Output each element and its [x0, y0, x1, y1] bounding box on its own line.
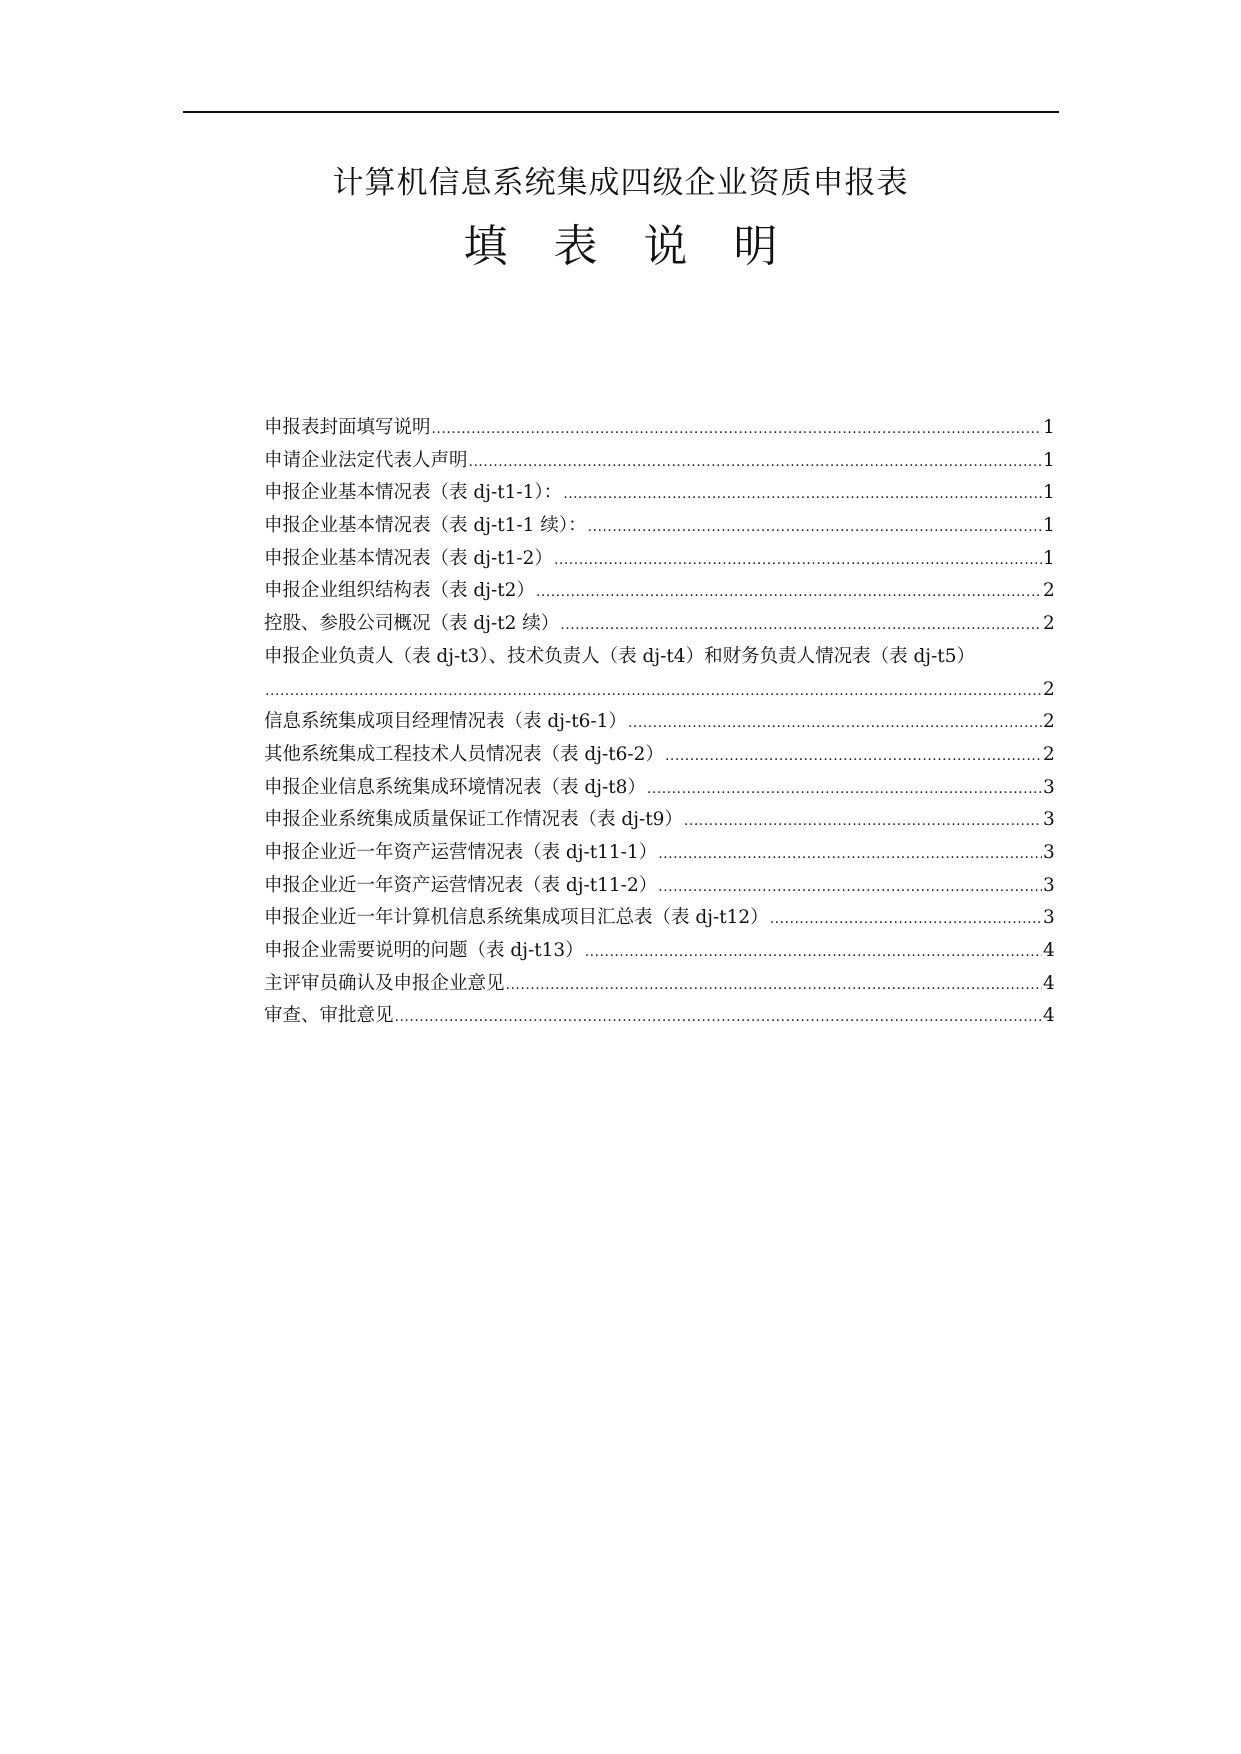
toc-entry-label: 信息系统集成项目经理情况表（表 dj-t6-1）: [264, 711, 627, 733]
toc-entry-page: 2: [1043, 580, 1055, 602]
toc-entry-page: 4: [1043, 972, 1055, 994]
toc-entry-basic-info-t1-2[interactable]: [264, 543, 1053, 576]
toc-entry-page: 1: [1043, 547, 1055, 569]
toc-entry-label: 申报企业近一年资产运营情况表（表 dj-t11-1）: [264, 841, 658, 863]
toc-entry-page: 3: [1043, 907, 1055, 929]
toc-entry-page: 1: [1043, 417, 1055, 438]
toc-entry-label: 申报企业负责人（表 dj-t3）、技术负责人（表 dj-t4）和财务负责人情况表（表 dj-t5）: [264, 645, 975, 667]
toc-leader-dots: [395, 1001, 1042, 1034]
toc-entry-label: 主评审员确认及申报企业意见: [264, 972, 505, 994]
toc-entry-page: 3: [1043, 776, 1055, 798]
toc-entry-environment-t8[interactable]: [264, 772, 1053, 805]
toc-leader-dots: [628, 707, 1042, 740]
toc-entry-page: 2: [1043, 711, 1055, 733]
toc-entry-holding-companies-t2-cont[interactable]: [264, 608, 1053, 641]
toc-entry-page: 4: [1043, 1005, 1055, 1027]
toc-entry-project-managers-t6-1[interactable]: [264, 706, 1053, 739]
toc-entry-basic-info-t1-1[interactable]: [264, 477, 1053, 510]
toc-entry-page: 1: [1043, 515, 1055, 537]
toc-entry-page: 2: [1043, 678, 1055, 700]
toc-entry-continuation: [264, 674, 1053, 707]
toc-entry-label: 申报企业近一年资产运营情况表（表 dj-t11-2）: [264, 874, 658, 896]
toc-entry-page: 2: [1043, 613, 1055, 635]
toc-entry-label: 申报企业近一年计算机信息系统集成项目汇总表（表 dj-t12）: [264, 907, 769, 929]
toc-leader-dots: [536, 576, 1042, 609]
toc-entry-chief-reviewer-confirmation[interactable]: [264, 968, 1053, 1001]
toc-entry-assets-t11-2[interactable]: [264, 870, 1053, 903]
toc-entry-leaders-t3-t4-t5[interactable]: [264, 641, 1053, 706]
toc-leader-dots: [432, 413, 1042, 446]
toc-entry-label: 申报企业基本情况表（表 dj-t1-1 续）：: [264, 515, 587, 537]
toc-leader-dots: [563, 478, 1042, 511]
toc-entry-other-engineers-t6-2[interactable]: [264, 739, 1053, 772]
toc-entry-cover-instructions[interactable]: [264, 412, 1053, 445]
toc-entry-page: 1: [1043, 449, 1055, 471]
toc-entry-basic-info-t1-1-cont[interactable]: [264, 510, 1053, 543]
toc-entry-page: 3: [1043, 809, 1055, 831]
toc-leader-dots: [658, 838, 1042, 871]
toc-leader-dots: [506, 969, 1042, 1002]
toc-entry-page: 3: [1043, 841, 1055, 863]
toc-entry-page: 4: [1043, 940, 1055, 961]
toc-entry-page: 1: [1043, 482, 1055, 504]
document-title: 计算机信息系统集成四级企业资质申报表: [332, 165, 909, 201]
toc-leader-dots: [585, 936, 1042, 969]
toc-entry-issues-t13[interactable]: [264, 935, 1053, 968]
toc-leader-dots: [554, 544, 1042, 577]
toc-entry-label: 审查、审批意见: [264, 1005, 394, 1027]
toc-leader-dots: [647, 773, 1042, 806]
toc-leader-dots: [658, 871, 1042, 904]
toc-entry-project-summary-t12[interactable]: [264, 902, 1053, 935]
toc-entry-label: 申报企业系统集成质量保证工作情况表（表 dj-t9）: [264, 809, 683, 831]
document-subtitle: 填表说明: [463, 221, 824, 272]
toc-leader-dots: [665, 740, 1042, 773]
toc-entry-label: 申报表封面填写说明: [264, 417, 431, 438]
toc-entry-label: 申请企业法定代表人声明: [264, 449, 468, 471]
toc-entry-label: 申报企业需要说明的问题（表 dj-t13）: [264, 940, 584, 961]
toc-entry-page: 2: [1043, 743, 1055, 765]
toc-entry-review-approval[interactable]: [264, 1000, 1053, 1033]
toc-entry-label: 控股、参股公司概况（表 dj-t2 续）: [264, 613, 560, 635]
toc-entry-org-structure-t2[interactable]: [264, 575, 1053, 608]
toc-entry-quality-assurance-t9[interactable]: [264, 804, 1053, 837]
toc-leader-dots: [469, 446, 1042, 479]
toc-entry-label: 申报企业组织结构表（表 dj-t2）: [264, 580, 535, 602]
toc-entry-legal-representative-statement[interactable]: [264, 445, 1053, 478]
table-of-contents: [264, 412, 1053, 1033]
toc-leader-dots: [560, 609, 1042, 642]
toc-entry-page: 3: [1043, 874, 1055, 896]
header-rule: [183, 111, 1059, 113]
toc-leader-dots: [684, 805, 1042, 838]
toc-entry-label: 申报企业基本情况表（表 dj-t1-2）: [264, 547, 553, 569]
toc-entry-label: 其他系统集成工程技术人员情况表（表 dj-t6-2）: [264, 743, 664, 765]
toc-leader-dots: [588, 511, 1042, 544]
toc-entry-label: 申报企业基本情况表（表 dj-t1-1）：: [264, 482, 563, 504]
toc-entry-label: 申报企业信息系统集成环境情况表（表 dj-t8）: [264, 776, 646, 798]
toc-entry-assets-t11-1[interactable]: [264, 837, 1053, 870]
toc-leader-dots: [770, 903, 1042, 936]
toc-leader-dots: [265, 675, 1042, 708]
